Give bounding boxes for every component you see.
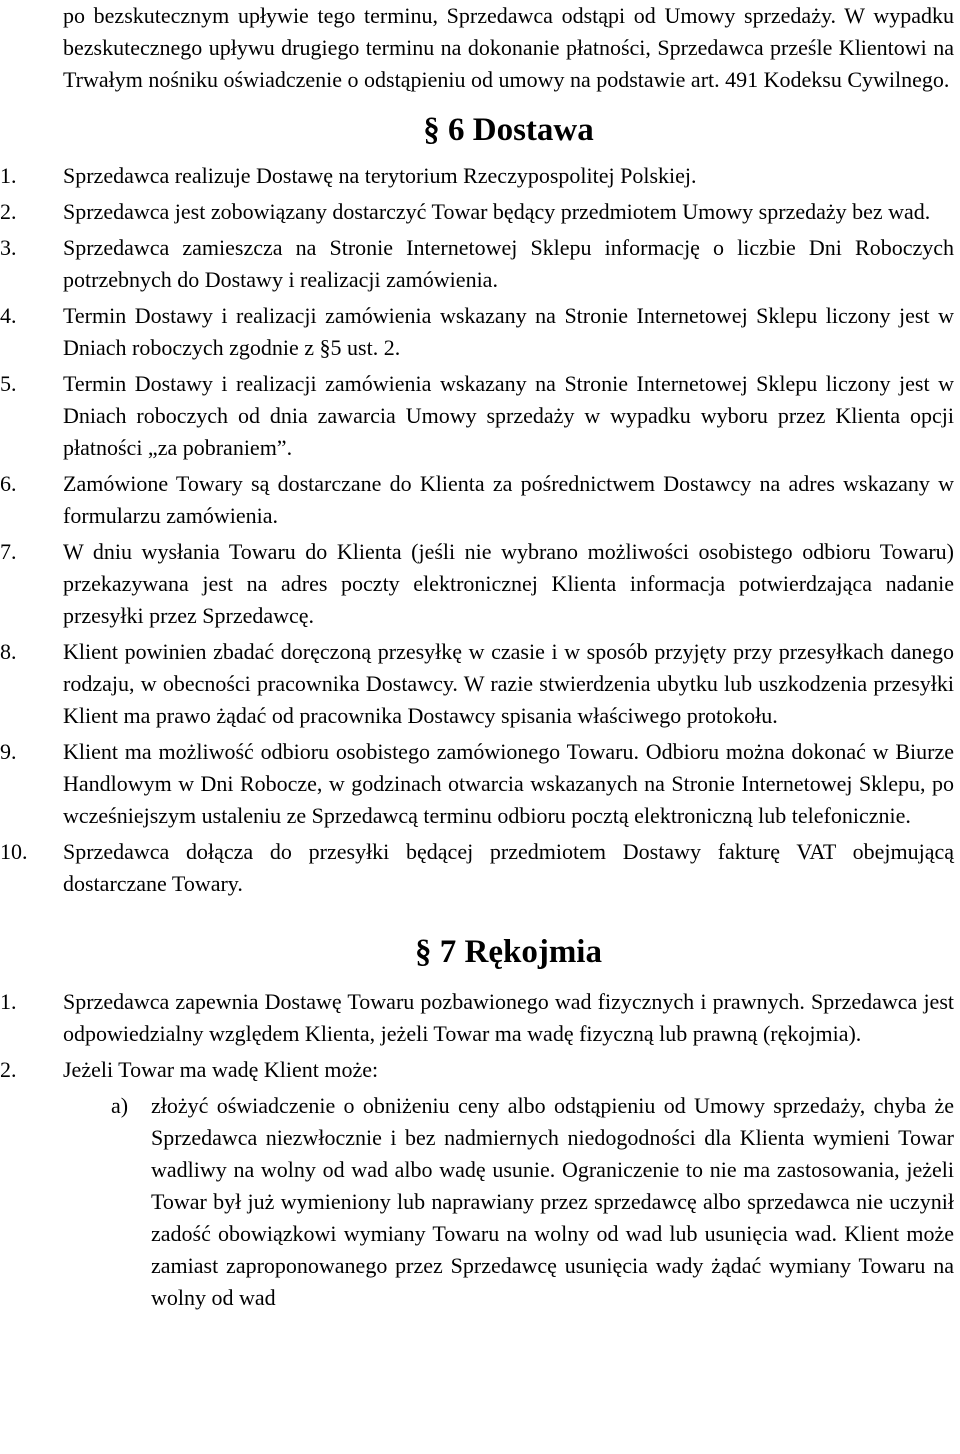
item-number: 1. [0, 989, 17, 1014]
item-number: 6. [0, 471, 17, 496]
item-text: Klient powinien zbadać doręczoną przesyłkę w czasie i w sposób przyjęty przy przesyłkach danego rodzaju, w obecności pracownika Dostawcy. W razie stwierdzenia ubytku lub uszkodzenia przesyłki Klient ma prawo żądać od pracownika Dostawcy spisania właściwego protokołu. [63, 639, 954, 728]
item-text: Sprzedawca jest zobowiązany dostarczyć Towar będący przedmiotem Umowy sprzedaży bez wad. [63, 199, 931, 224]
item-text: Termin Dostawy i realizacji zamówienia wskazany na Stronie Internetowej Sklepu liczony jest w Dniach roboczych zgodnie z §5 ust. 2. [63, 303, 954, 360]
item-text: Sprzedawca dołącza do przesyłki będącej przedmiotem Dostawy fakturę VAT obejmującą dostarczane Towary. [63, 839, 954, 896]
item-number: 5. [0, 371, 17, 396]
list-item [0, 232, 954, 296]
list-item [0, 468, 954, 532]
item-number: 3. [0, 235, 17, 260]
item-number: 7. [0, 539, 17, 564]
section-7-heading: § 7 Rękojmia [415, 934, 602, 970]
item-text: W dniu wysłania Towaru do Klienta (jeśli nie wybrano możliwości osobistego odbioru Towaru) przekazywana jest na adres poczty elektronicznej Klienta informacja potwierdzająca nadanie przesyłki przez Sprzedawcę. [63, 539, 954, 628]
item-text: Jeżeli Towar ma wadę Klient może: [63, 1057, 379, 1082]
list-item [0, 196, 954, 228]
list-item [0, 636, 954, 732]
list-item [0, 536, 954, 632]
item-number: 4. [0, 303, 17, 328]
item-text: Sprzedawca realizuje Dostawę na terytorium Rzeczypospolitej Polskiej. [63, 163, 697, 188]
item-text: Sprzedawca zamieszcza na Stronie Internetowej Sklepu informację o liczbie Dni Roboczych potrzebnych do Dostawy i realizacji zamówienia. [63, 235, 954, 292]
list-item [0, 300, 954, 364]
item-text: Zamówione Towary są dostarczane do Klienta za pośrednictwem Dostawcy na adres wskazany w formularzu zamówienia. [63, 471, 954, 528]
list-item [0, 736, 954, 832]
item-text: Sprzedawca zapewnia Dostawę Towaru pozbawionego wad fizycznych i prawnych. Sprzedawca jest odpowiedzialny względem Klienta, jeżeli Towar ma wadę fizyczną lub prawną (rękojmia). [63, 989, 954, 1046]
list-item [0, 368, 954, 464]
section-7-list [0, 986, 954, 1314]
item-text: Klient ma możliwość odbioru osobistego zamówionego Towaru. Odbioru można dokonać w Biurze Handlowym w Dni Robocze, w godzinach otwarcia wskazanych na Stronie Internetowej Sklepu, po wcześniejszym ustaleniu ze Sprzedawcą terminu odbioru pocztą elektroniczną lub telefonicznie. [63, 739, 954, 828]
sub-item-letter: a) [111, 1093, 129, 1118]
section-6-list [0, 160, 954, 900]
item-number: 9. [0, 739, 17, 764]
list-item [0, 836, 954, 900]
sub-item-text: złożyć oświadczenie o obniżeniu ceny albo odstąpieniu od Umowy sprzedaży, chyba że Sprzedawca niezwłocznie i bez nadmiernych niedogodności dla Klienta wymieni Towar wadliwy na wolny od wad albo wadę usunie. Ograniczenie to nie ma zastosowania, jeżeli Towar był już wymieniony lub naprawiany przez sprzedawcę albo sprzedawca nie uczynił zadość obowiązkowi wymiany Towaru na wolny od wad lub usunięcia wad. Klient może zamiast zaproponowanego przez Sprzedawcę usunięcia wady żądać wymiany Towaru na wolny od wad [151, 1093, 954, 1310]
item-number: 2. [0, 1057, 17, 1082]
list-item [0, 160, 954, 192]
sub-list-item [111, 1090, 954, 1314]
list-item [0, 1054, 954, 1314]
section-6-heading: § 6 Dostawa [423, 112, 594, 148]
item-number: 1. [0, 163, 17, 188]
item-number: 10. [0, 839, 28, 864]
item-number: 2. [0, 199, 17, 224]
item-number: 8. [0, 639, 17, 664]
item-text: Termin Dostawy i realizacji zamówienia wskazany na Stronie Internetowej Sklepu liczony jest w Dniach roboczych od dnia zawarcia Umowy sprzedaży w wypadku wyboru przez Klienta opcji płatności „za pobraniem”. [63, 371, 954, 460]
section-7-sublist [63, 1090, 954, 1314]
list-item [0, 986, 954, 1050]
intro-paragraph: po bezskutecznym upływie tego terminu, Sprzedawca odstąpi od Umowy sprzedaży. W wypadku bezskutecznego upływu drugiego terminu na dokonanie płatności, Sprzedawca prześle Klientowi na Trwałym nośniku oświadczenie o odstąpieniu od umowy na podstawie art. 491 Kodeksu Cywilnego. [63, 3, 954, 92]
